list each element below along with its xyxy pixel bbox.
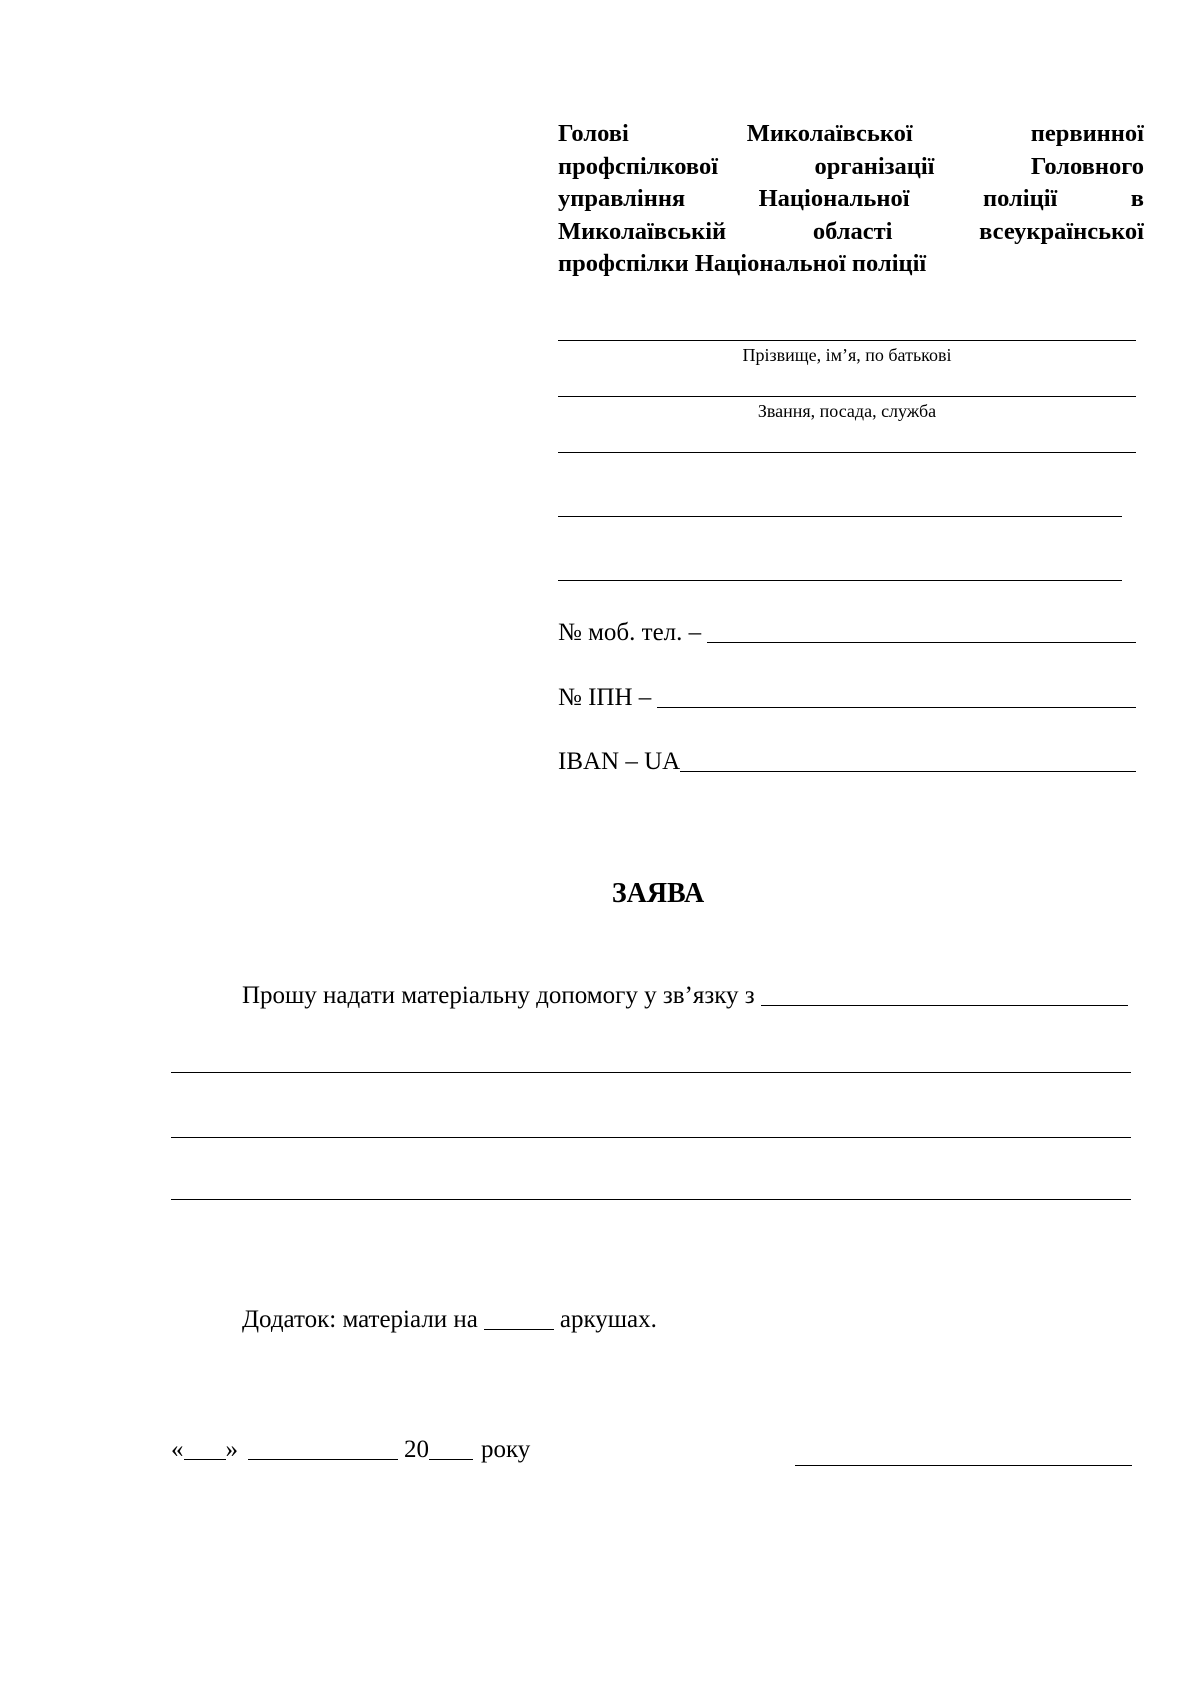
date-year-input[interactable] [429,1459,473,1460]
date-month-input[interactable] [248,1459,398,1460]
addressee-line: профспілки Національної поліції [558,250,927,277]
ipn-label: № ІПН – [558,684,652,711]
date-century: 20 [404,1436,429,1463]
name-caption: Прізвище, ім’я, по батькові [742,345,952,365]
reason-line-3[interactable] [171,1199,1131,1200]
date-word: року [481,1436,531,1463]
name-input-line[interactable] [558,340,1136,341]
document-title: ЗАЯВА [611,878,705,909]
extra-input-line-1[interactable] [558,452,1136,453]
sheet-count-input[interactable] [484,1329,554,1330]
reason-line-2[interactable] [171,1137,1131,1138]
attachment-line [242,1302,657,1338]
addressee-line: профспілкової організації Головного [558,152,1144,180]
iban-input-line[interactable] [680,771,1136,772]
rank-input-line[interactable] [558,396,1136,397]
addressee-block [558,118,1144,281]
date-day-input[interactable] [184,1459,226,1460]
rank-caption: Звання, посада, служба [757,401,937,421]
phone-label: № моб. тел. – [558,619,702,646]
request-text: Прошу надати матеріальну допомогу у зв’язку з [242,982,755,1009]
addressee-line: Голові Миколаївської первинної [558,120,1144,147]
addressee-line: Миколаївській області всеукраїнської [558,217,1144,245]
date-line [171,1432,530,1468]
reason-input-line[interactable] [761,1005,1128,1006]
signature-line[interactable] [795,1465,1132,1466]
request-paragraph [242,978,1128,1014]
date-open-quote: « [171,1436,184,1463]
addressee-line: управління Національної поліції в [558,185,1144,212]
ipn-input-line[interactable] [657,707,1136,708]
phone-input-line[interactable] [707,642,1136,643]
ipn-field[interactable] [558,681,1136,715]
attachment-prefix: Додаток: матеріали на [242,1306,478,1333]
date-close-quote: » [225,1436,238,1463]
reason-line-1[interactable] [171,1072,1131,1073]
iban-field[interactable] [558,745,1136,779]
extra-input-line-3[interactable] [558,580,1122,581]
iban-label: IBAN – UA [558,748,681,775]
extra-input-line-2[interactable] [558,516,1122,517]
attachment-suffix: аркушах. [559,1306,657,1333]
phone-field[interactable] [558,616,1136,650]
